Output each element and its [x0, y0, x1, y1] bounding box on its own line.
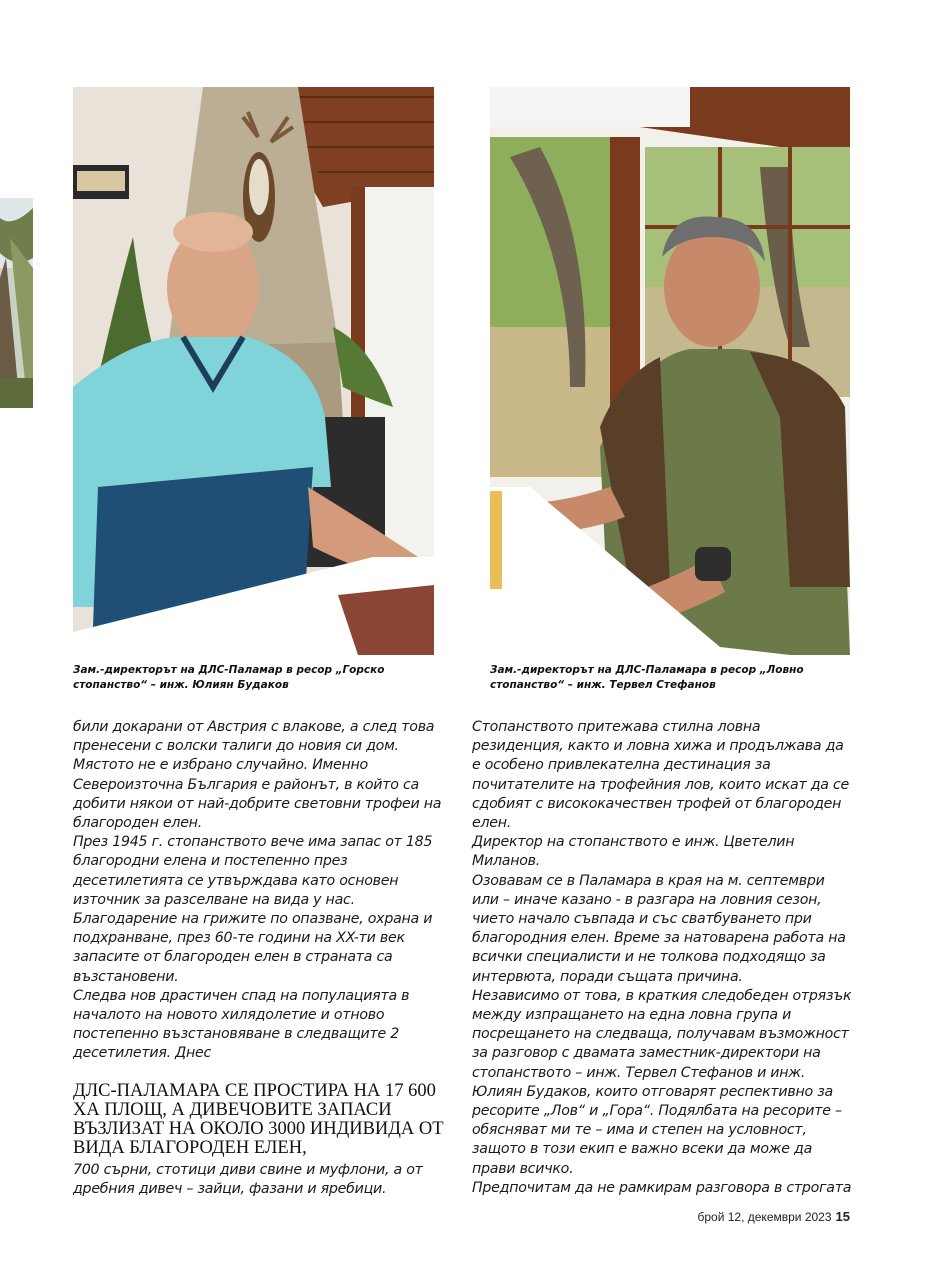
- issue-label: брой 12, декември 2023: [697, 1210, 832, 1224]
- photo-tervel-stefanov: [490, 87, 850, 655]
- page-footer: [697, 1209, 850, 1224]
- paragraph: Озовавам се в Паламара в края на м. септември или – иначе казано - в разгара на ловния сезон, чието начало съвпада и със сватбуването при благородния елен. Време за натоварена работа на всички специалисти и не толкова подходящо за интервюта, поради същата причина.: [472, 872, 846, 985]
- paragraph: били докарани от Австрия с влакове, а след това пренесени с волски талиги до новия си дом. Мястото не е избрано случайно. Именно Североизточна България е районът, в който са добити някои от най-добрите световни трофеи на благороден елен.: [73, 719, 442, 832]
- paragraph: През 1945 г. стопанството вече има запас от 185 благородни елена и постепенно през десетилетията се утвърждава като основен източник за разселване на вида у нас.: [73, 834, 433, 908]
- paragraph: Директор на стопанството е инж. Цветелин Миланов.: [472, 834, 795, 870]
- page-number: 15: [835, 1209, 850, 1224]
- photo-yuliyan-budakov: [73, 87, 434, 655]
- paragraph: Независимо от това, в краткия следобеден отрязък между изпращането на една ловна група и посрещането на следваща, получавам възможност за разговор с двамата заместник-директори на стопанството – инж. Тервел Стефанов и инж. Юлиян Будаков, които отговарят респективно за ресорите „Лов“ и „Гора“. Подялбата на ресорите – обясняват ми те – има и степен на условност, защото в този екип е важно всеки да може да прави всичко.: [472, 987, 852, 1177]
- paragraph: Следва нов драстичен спад на популацията в началото на новото хилядолетие и отново постепенно възстановяване в следващите 2 десетилетия. Днес: [73, 987, 410, 1062]
- paragraph: Стопанството притежава стилна ловна резиденция, както и ловна хижа и продължава да е особено привлекателна дестинация за почитателите на трофейния лов, които искат да се сдобият с висококачествен трофей от благороден елен.: [472, 719, 850, 832]
- pull-quote: ДЛС-ПАЛАМАРА СЕ ПРОСТИРА НА 17 600 ХА ПЛОЩ, А ДИВЕЧОВИТЕ ЗАПАСИ ВЪЗЛИЗАТ НА ОКОЛО 3000 ИНДИВИДА ОТ ВИДА БЛАГОРОДЕН ЕЛЕН,: [73, 1080, 444, 1158]
- caption-right: Зам.-директорът на ДЛС-Паламара в ресор „Ловно стопанство“ – инж. Тервел Стефанов: [490, 664, 804, 691]
- edge-photo-strip: [0, 198, 33, 408]
- left-text-column: [73, 718, 455, 1199]
- paragraph: 700 сърни, стотици диви свине и муфлони, а от дребния дивеч – зайци, фазани и яребици.: [73, 1161, 423, 1197]
- paragraph: Благодарение на грижите по опазване, охрана и подхранване, през 60-те години на XX-ти век запасите от благороден елен в страната са възстановени.: [73, 911, 433, 985]
- paragraph: Предпочитам да не рамкирам разговора в строгата: [472, 1179, 852, 1196]
- right-text-column: [472, 718, 854, 1198]
- caption-left: Зам.-директорът на ДЛС-Паламар в ресор „Горско стопанство“ – инж. Юлиян Будаков: [73, 664, 385, 691]
